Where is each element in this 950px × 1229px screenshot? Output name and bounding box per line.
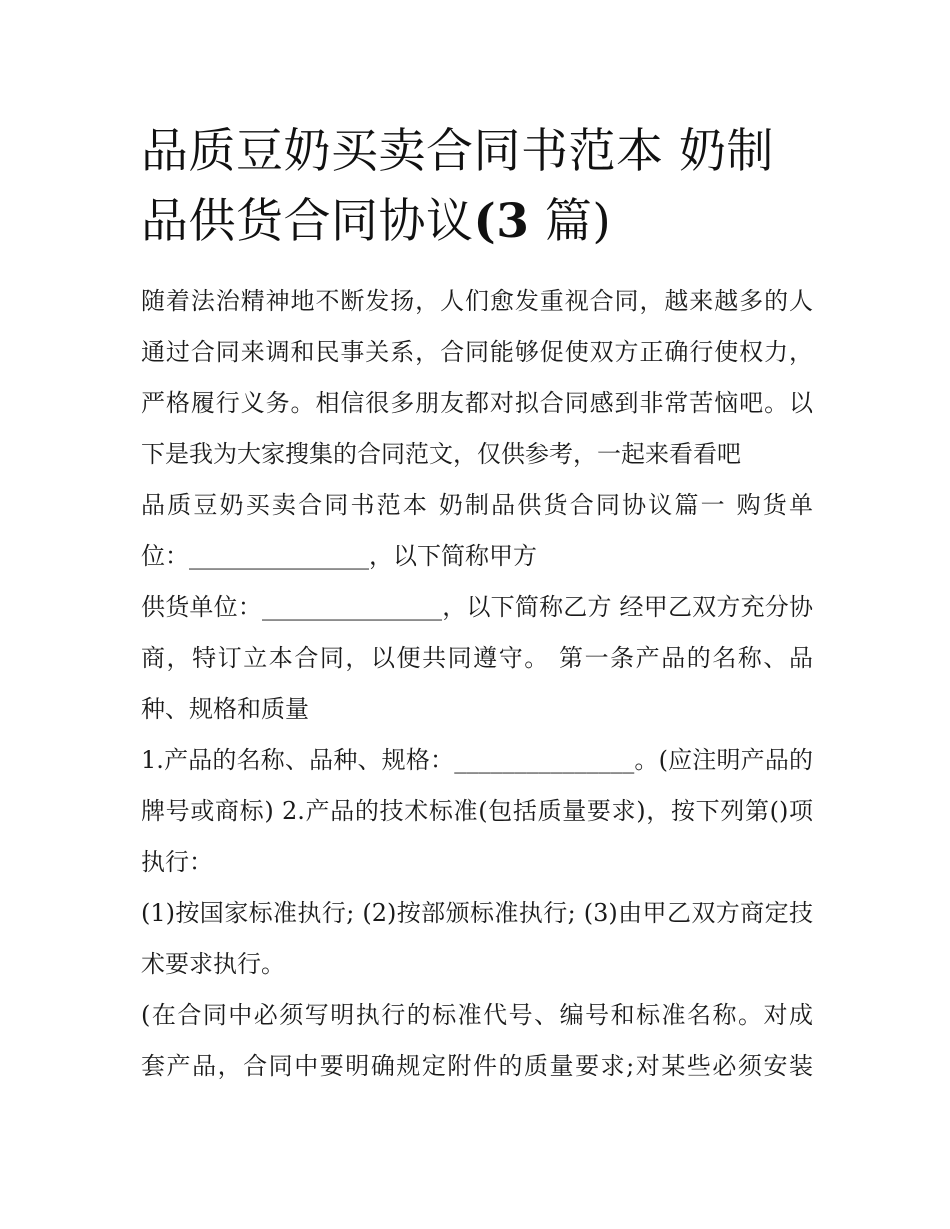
body-line: 1.产品的名称、品种、规格：_______________。(应注明产品的 xyxy=(141,746,813,774)
title-count: (3 xyxy=(473,194,530,249)
title-end: 篇) xyxy=(529,194,612,249)
document-body xyxy=(141,276,813,1092)
body-line: 通过合同来调和民事关系，合同能够促使双方正确行使权力， xyxy=(141,338,813,366)
body-line: (在合同中必须写明执行的标准代号、编号和标准名称。对成 xyxy=(141,1001,813,1029)
document-title xyxy=(141,117,821,257)
body-line: 套产品，合同中要明确规定附件的质量要求;对某些必须安装 xyxy=(141,1052,813,1080)
body-line: 位：_______________，以下简称甲方 xyxy=(141,542,537,570)
body-line: 供货单位：_______________，以下简称乙方 经甲乙双方充分协 xyxy=(141,593,813,621)
body-line: (1)按国家标准执行; (2)按部颁标准执行; (3)由甲乙双方商定技 xyxy=(141,899,813,927)
body-line: 术要求执行。 xyxy=(141,950,285,978)
body-line: 品质豆奶买卖合同书范本 奶制品供货合同协议篇一 购货单 xyxy=(141,491,813,519)
body-line: 牌号或商标) 2.产品的技术标准(包括质量要求)，按下列第()项 xyxy=(141,797,813,825)
body-line: 执行： xyxy=(141,848,213,876)
body-line: 严格履行义务。相信很多朋友都对拟合同感到非常苦恼吧。以 xyxy=(141,389,813,417)
body-line: 商，特订立本合同，以便共同遵守。 第一条产品的名称、品 xyxy=(141,644,813,672)
body-line: 下是我为大家搜集的合同范文，仅供参考，一起来看看吧 xyxy=(141,440,741,468)
body-line: 随着法治精神地不断发扬，人们愈发重视合同，越来越多的人 xyxy=(141,287,813,315)
title-part2: 品供货合同协议 xyxy=(141,194,474,249)
title-part1: 品质豆奶买卖合同书范本 奶制 xyxy=(141,124,774,179)
body-line: 种、规格和质量 xyxy=(141,695,309,723)
